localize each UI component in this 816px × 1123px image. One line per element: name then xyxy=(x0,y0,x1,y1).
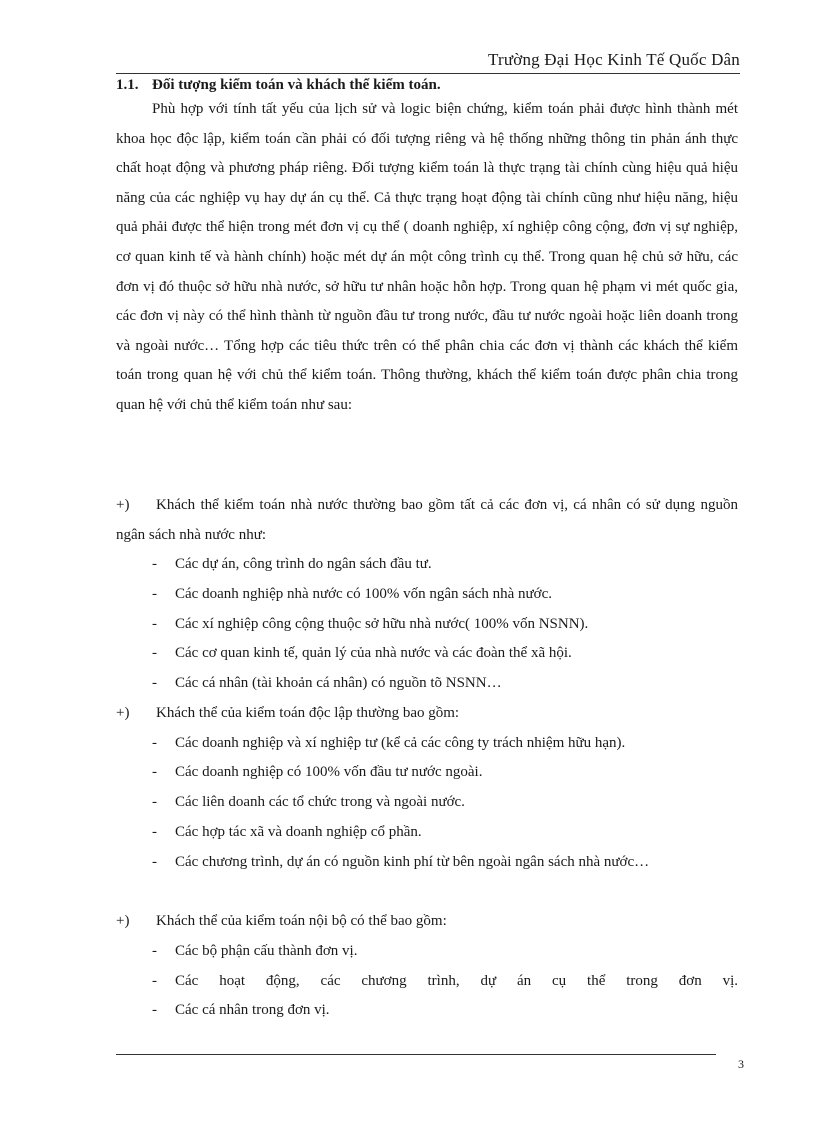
dash-marker: - xyxy=(152,794,157,810)
list-item xyxy=(152,610,738,640)
list-item xyxy=(152,937,738,967)
list-item-text: Các hợp tác xã và doanh nghiệp cổ phần. xyxy=(175,824,422,840)
dash-marker: - xyxy=(152,616,157,632)
list-item xyxy=(152,848,738,878)
list-item xyxy=(152,669,738,699)
dash-marker: - xyxy=(152,735,157,751)
dash-marker: - xyxy=(152,556,157,572)
list-item xyxy=(152,818,738,848)
header-title: Trường Đại Học Kinh Tế Quốc Dân xyxy=(488,50,740,69)
section-number: 1.1. xyxy=(116,77,139,93)
dash-marker: - xyxy=(152,645,157,661)
dash-marker: - xyxy=(152,586,157,602)
list-item-text: Các bộ phận cấu thành đơn vị. xyxy=(175,943,358,959)
list-item xyxy=(152,758,738,788)
section-title: Đối tượng kiểm toán và khách thể kiểm toán. xyxy=(152,77,441,93)
header-divider xyxy=(116,73,740,74)
page-number: 3 xyxy=(738,1057,744,1071)
list-item-text: Các cá nhân trong đơn vị. xyxy=(175,1002,330,1018)
bullet-marker: +) xyxy=(116,705,130,721)
group-heading-text: Khách thể của kiểm toán độc lập thường bao gồm: xyxy=(156,705,460,721)
list-item-text: Các doanh nghiệp có 100% vốn đầu tư nước ngoài. xyxy=(175,764,483,780)
list-item xyxy=(152,729,738,759)
dash-marker: - xyxy=(152,675,157,691)
dash-marker: - xyxy=(152,854,157,870)
group-heading-internal-audit xyxy=(116,907,738,937)
list-item-text: Các xí nghiệp công cộng thuộc sở hữu nhà nước( 100% vốn NSNN). xyxy=(175,616,589,632)
dash-marker: - xyxy=(152,764,157,780)
list-item-text: Các hoạt động, các chương trình, dự án cụ thể trong đơn vị. xyxy=(175,973,738,989)
bullet-marker: +) xyxy=(116,913,130,929)
group-heading-state-audit xyxy=(116,491,738,550)
list-item-text: Các liên doanh các tổ chức trong và ngoài nước. xyxy=(175,794,465,810)
list-item-text: Các cá nhân (tài khoản cá nhân) có nguồn tõ NSNN… xyxy=(175,675,502,691)
section-heading xyxy=(116,77,441,94)
list-item xyxy=(152,967,738,997)
list-item-text: Các doanh nghiệp nhà nước có 100% vốn ngân sách nhà nước. xyxy=(175,586,553,602)
list-item-text: Các cơ quan kinh tế, quản lý của nhà nước và các đoàn thể xã hội. xyxy=(175,645,572,661)
group-heading-independent-audit xyxy=(116,699,738,729)
dash-marker: - xyxy=(152,943,157,959)
list-item xyxy=(152,580,738,610)
list-item-text: Các dự án, công trình do ngân sách đầu tư. xyxy=(175,556,432,572)
footer-divider xyxy=(116,1054,716,1055)
dash-marker: - xyxy=(152,1002,157,1018)
group-heading-text: Khách thể kiểm toán nhà nước thường bao gồm tất cả các đơn vị, cá nhân có sử dụng nguồn ngân sách nhà nước như: xyxy=(116,497,738,543)
bullet-marker: +) xyxy=(116,497,130,513)
list-item xyxy=(152,788,738,818)
list-item xyxy=(152,550,738,580)
group-heading-text: Khách thể của kiểm toán nội bộ có thể bao gồm: xyxy=(156,913,447,929)
list-item xyxy=(152,639,738,669)
list-item-text: Các chương trình, dự án có nguồn kinh phí từ bên ngoài ngân sách nhà nước… xyxy=(175,854,650,870)
dash-marker: - xyxy=(152,973,157,989)
dash-marker: - xyxy=(152,824,157,840)
list-item-text: Các doanh nghiệp và xí nghiệp tư (kể cả các công ty trách nhiệm hữu hạn). xyxy=(175,735,626,751)
list-item xyxy=(152,996,738,1026)
intro-paragraph: Phù hợp với tính tất yếu của lịch sử và logic biện chứng, kiểm toán phải được hình thành mét khoa học độc lập, kiểm toán cần phải có đối tượng riêng và hệ thống những thông tin phản ánh thực chất hoạt động và phương pháp riêng. Đối tượng kiểm toán là thực trạng tài chính cùng hiệu quả hiệu năng của các nghiệp vụ hay dự án cụ thể. Cả thực trạng hoạt động tài chính cũng như hiệu năng, hiệu quả phải được thể hiện trong mét đơn vị cụ thể ( doanh nghiệp, xí nghiệp công cộng, đơn vị sự nghiệp, cơ quan kinh tế và hành chính) hoặc mét dự án một công trình cụ thể. Trong quan hệ chủ sở hữu, các đơn vị đó thuộc sở hữu nhà nước, sở hữu tư nhân hoặc hỗn hợp. Trong quan hệ phạm vi mét quốc gia, các đơn vị này có thể hình thành từ nguồn đầu tư trong nước, đầu tư nước ngoài hoặc liên doanh trong và ngoài nước… Tổng hợp các tiêu thức trên có thể phân chia các đơn vị thành các khách thể kiểm toán trong quan hệ với chủ thể kiểm toán. Thông thường, khách thể kiểm toán được phân chia trong quan hệ với chủ thể kiểm toán như sau: xyxy=(116,101,738,413)
